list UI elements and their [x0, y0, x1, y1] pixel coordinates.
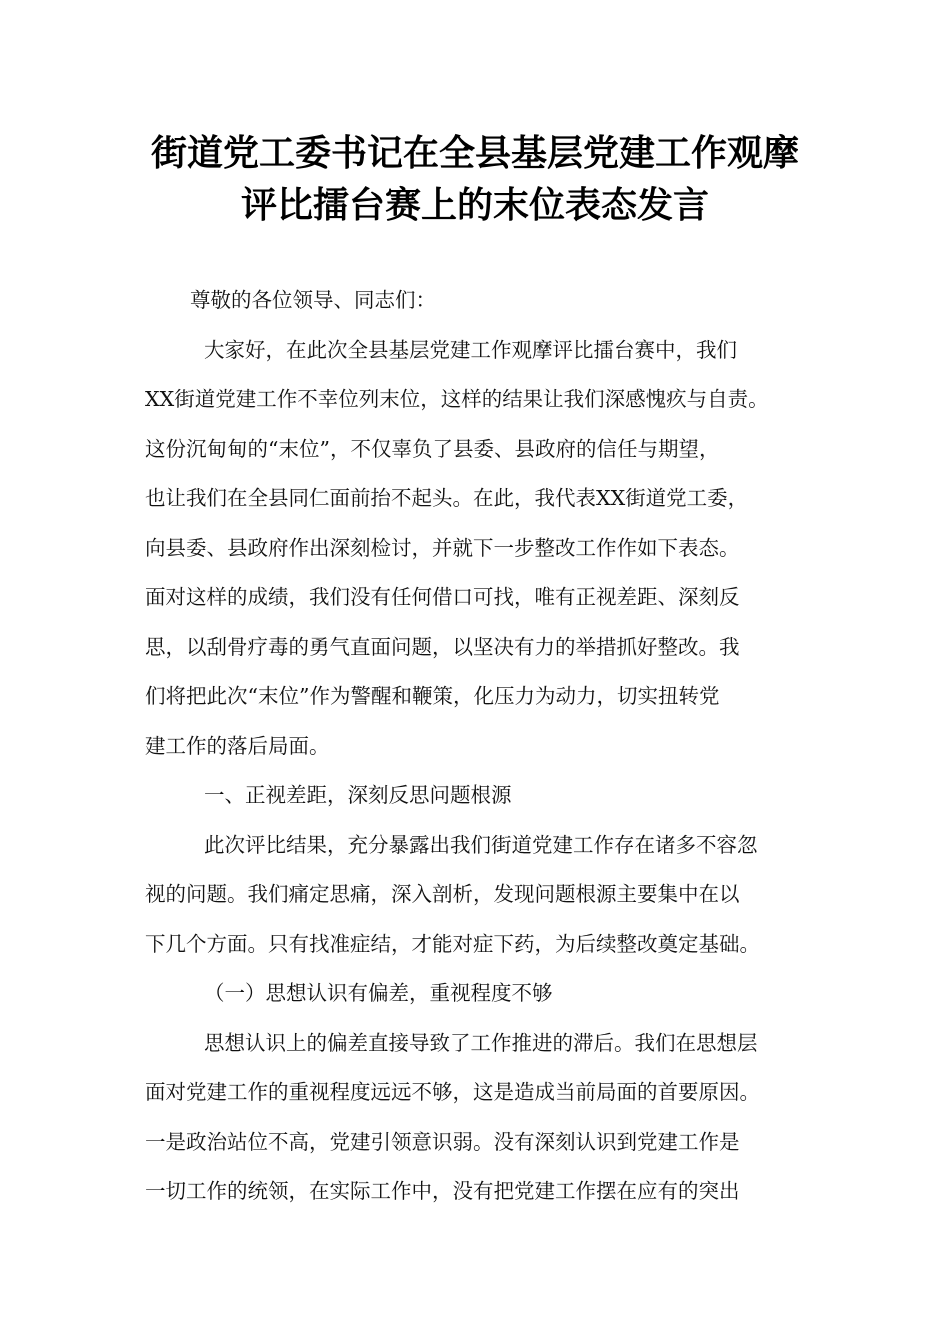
body-line: 此次评比结果，充分暴露出我们街道党建工作存在诸多不容忽 — [204, 833, 758, 857]
section-heading-1: 一、正视差距，深刻反思问题根源 — [204, 783, 512, 807]
document-title-line-2: 评比擂台赛上的末位表态发言 — [240, 185, 709, 226]
body-line: 们将把此次“末位”作为警醒和鞭策，化压力为动力，切实扭转党 — [145, 684, 720, 708]
body-line: 大家好，在此次全县基层党建工作观摩评比擂台赛中，我们 — [204, 338, 737, 362]
body-line: 思，以刮骨疗毒的勇气直面问题，以坚决有力的举措抓好整改。我 — [145, 635, 740, 659]
body-line: 面对这样的成绩，我们没有任何借口可找，唯有正视差距、深刻反 — [145, 585, 740, 609]
body-line: 面对党建工作的重视程度远远不够，这是造成当前局面的首要原因。 — [145, 1080, 760, 1104]
body-line: 这份沉甸甸的“末位”，不仅辜负了县委、县政府的信任与期望， — [145, 437, 720, 461]
body-line: 一是政治站位不高，党建引领意识弱。没有深刻认识到党建工作是 — [145, 1130, 740, 1154]
body-line: 下几个方面。只有找准症结，才能对症下药，为后续整改奠定基础。 — [145, 932, 760, 956]
salutation: 尊敬的各位领导、同志们： — [190, 288, 436, 312]
body-line: 一切工作的统领，在实际工作中，没有把党建工作摆在应有的突出 — [145, 1179, 740, 1203]
body-line: 向县委、县政府作出深刻检讨，并就下一步整改工作作如下表态。 — [145, 536, 740, 560]
subsection-heading-1: （一）思想认识有偏差，重视程度不够 — [204, 981, 553, 1005]
body-line: 视的问题。我们痛定思痛，深入剖析，发现问题根源主要集中在以 — [145, 882, 740, 906]
body-line: XX街道党建工作不幸位列末位，这样的结果让我们深感愧疚与自责。 — [145, 387, 769, 411]
body-line: 建工作的落后局面。 — [145, 734, 330, 758]
body-line: 思想认识上的偏差直接导致了工作推进的滞后。我们在思想层 — [204, 1031, 758, 1055]
document-title-line-1: 街道党工委书记在全县基层党建工作观摩 — [150, 133, 799, 174]
body-line: 也让我们在全县同仁面前抬不起头。在此，我代表XX街道党工委， — [145, 486, 749, 510]
